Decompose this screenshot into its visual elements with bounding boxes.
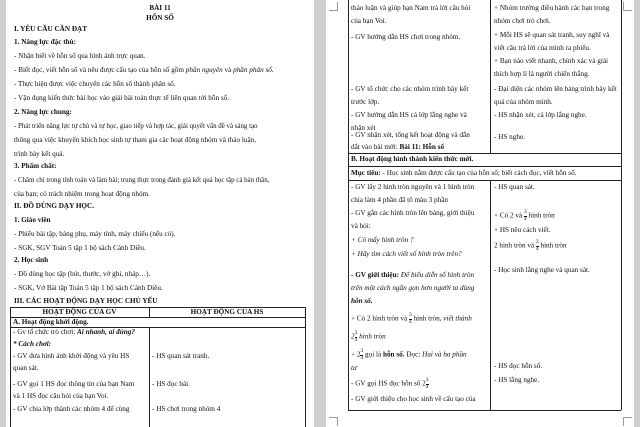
hs-text: - Học sinh lắng nghe và quan sát. [494,266,590,274]
subheading-2-2: 2. Học sinh [14,256,49,264]
left-page [6,0,314,427]
gv-text: tư [351,364,357,372]
hs-text: viết câu trả lời của mình ra phiếu. [494,44,591,52]
gv-text: - Gv tổ chức trò chơi: Ai nhanh, ai đúng? [13,328,135,336]
subheading-2-1: 1. Giáo viên [14,216,51,224]
hs-text: + Nhóm trưởng điều hành các bạn trong [494,4,610,12]
text-line: - Phiếu bài tập, bảng phụ, máy tính, máy chiếu (nếu có). [14,230,176,238]
crop-mark [623,417,632,426]
gv-text: - GV lấy 2 hình tròn nguyên và 1 hình tròn [351,183,475,191]
text-line: - Chăm chỉ trong tính toán và làm bài; trung thực trong đánh giá kết quả học tập cá bản thân, [14,177,270,184]
hs-text: - HS quan sát tranh. [152,352,210,360]
text-line: của bạn; có trách nhiệm trong hoạt động nhóm. [14,190,150,198]
table-border [490,180,491,410]
gv-question: + Hãy tìm cách viết số hình tròn trên? [351,250,462,258]
lesson-topic: HỖN SỐ [146,14,174,22]
gv-text: - GV gọi HS đọc hỗn số 2 $\frac{3}{4}$ [351,377,429,390]
gv-text: chia làm 4 phần đã tô màu 3 phần [351,196,449,204]
section-heading-3: III. CÁC HOẠT ĐỘNG DẠY HỌC CHỦ YẾU [14,297,158,305]
gv-text: - GV giới thiệu: Để biểu diễn số hình tròn [351,271,475,279]
crop-mark [623,2,632,11]
row-activity-b: B. Hoạt động hình thành kiến thức mới. [351,155,474,163]
text-line: - Thực hiện được việc chuyển các hỗn số thành phân số. [14,80,176,88]
objective: Mục tiêu: - Học sinh nắm được cấu tạo của hỗn số; biết cách đọc, viết hỗn số. [351,169,577,177]
table-border [348,166,621,167]
text-line: - Vận dụng kiến thức bài học vào giải bài toán thực tế liên quan tới hỗn số. [14,94,230,102]
hs-text: - HS chơi trong nhóm 4 [152,405,221,413]
table-border [348,410,621,411]
gv-text: - GV hướng dẫn HS cả lớp lắng nghe và [351,111,467,119]
gv-text: và hỏi: [351,222,371,230]
fraction: $\frac{3}{4}$ [524,209,527,222]
right-page [326,0,634,427]
hs-text: - HS lắng nghe. [494,376,540,384]
crop-mark [329,2,338,11]
table-border [348,153,621,154]
gv-text: - GV gọi 1 HS đọc thông tin của bạn Nam [13,380,135,388]
mixed-number-line: 2 $\frac{3}{4}$ hình tròn [351,330,386,343]
table-border [348,0,349,410]
text-line: - SGK, Vở Bài tập Toán 5 tập 1 bộ sách Cánh Diều. [14,284,163,292]
text-line: thông qua việc khuyến khích học sinh tự tham gia các hoạt động nhóm và thảo luận, [14,136,257,144]
hs-text: - HS nhận xét, cả lớp lắng nghe. [494,111,587,119]
text-line: - SGK, SGV Toán 5 tập 1 bộ sách Cánh Diều. [14,244,146,252]
hs-text: + Có 2 và $\frac{3}{4}$ hình tròn [494,209,555,222]
gv-text: + Có 2 hình tròn và $\frac{3}{4}$ hình tròn, viết thành [351,312,472,325]
crop-mark [329,417,338,426]
section-heading-1: I. YÊU CẦU CẦN ĐẠT [14,25,88,33]
fraction: $\frac{3}{4}$ [408,312,412,325]
fraction: $\frac{3}{4}$ [354,330,358,343]
row-activity-a: A. Hoạt động khởi động. [13,318,89,326]
fraction: $\frac{3}{4}$ [425,377,429,390]
gv-question: + Có mấy hình tròn ? [351,236,414,244]
gv-text: dắt vào bài mới: Bài 11: Hỗn số [351,143,445,151]
section-heading-2: II. ĐỒ DÙNG DẠY HỌC. [14,202,94,210]
gv-text: thảo luận và giúp bạn Nam trả lời câu hỏi [351,4,471,12]
gv-text: - GV đưa hình ảnh khởi động và yêu HS [13,352,130,360]
gv-text: trước lớp. [351,98,380,106]
table-header-hs: HOẠT ĐỘNG CỦA HS [190,308,264,316]
gv-text: của bạn Voi. [351,17,387,25]
hs-text: - HS đọc bài. [152,380,190,388]
hs-text: + Mỗi HS sẽ quan sát tranh, suy nghĩ và [494,31,610,39]
subheading-1-2: 2. Năng lực chung: [14,108,72,116]
table-border [621,0,622,410]
gv-text: quan sát. [13,364,39,372]
gv-text: * Cách chơi: [13,340,52,348]
hs-text: thích hợp lí là người chiến thắng. [494,70,590,78]
text-line: - Phát triển năng lực tự chủ và tự học, giao tiếp và hợp tác, giải quyết vấn đề và sáng tạo [14,123,258,130]
gv-text: + 2 $\frac{3}{4}$ gọi là hỗn số. Đọc: Hai và ba phần [351,348,467,361]
table-border [149,327,150,427]
table-header-gv: HOẠT ĐỘNG CỦA GV [42,308,117,316]
hs-text: - HS nghe. [494,133,525,141]
text-line: - Đồ dùng học tập (bút, thước, vở ghi, nháp…). [14,270,151,278]
lesson-number: BÀI 11 [149,4,171,12]
fraction: $\frac{3}{4}$ [535,239,539,252]
hs-text: - HS quan sát. [494,183,535,191]
gv-text: hỗn số. [351,297,373,305]
gv-text: nhận xét [351,124,376,132]
gv-text: và 1 HS đọc câu hỏi của bạn Voi. [13,392,109,400]
gv-text: - GV chia lớp thành các nhóm 4 để cùng [13,405,130,413]
hs-text: + HS nêu cách viết. [494,226,551,234]
text-line: trình bày kết quả. [14,150,65,158]
subheading-1-3: 3. Phẩm chất: [14,162,57,170]
hs-text: + Bạn nào viết nhanh, chính xác và giải [494,57,609,65]
gv-text: trên một cách ngắn gọn hơn người ta dùng [351,284,475,292]
hs-text: quả của nhóm mình. [494,98,553,106]
gv-text: - GV gắn các hình tròn lên bảng, giới thiệu [351,209,475,217]
hs-text: 2 hình tròn và $\frac{3}{4}$ hình tròn [494,239,567,252]
gv-text: - GV tổ chức cho các nhóm trình bày kết [351,85,469,93]
hs-text: nhóm chơi trò chơi. [494,17,551,25]
gv-text: - GV hướng dẫn HS chơi trong nhóm. [351,33,461,41]
gv-text: - GV giới thiệu cho học sinh về cấu tạo của [351,395,476,403]
text-line: - Nhận biết về hỗn số qua hình ảnh trực quan. [14,52,146,60]
table-border [490,0,491,153]
hs-text: - HS đọc hỗn số. [494,362,543,370]
table-border [305,307,306,427]
hs-text: - Đại diện các nhóm lên bảng trình bày kết [494,85,617,93]
text-line: - Biết đọc, viết hỗn số và nêu được cấu tạo của hỗn số gồm phần nguyên và phần phân số. [14,66,274,74]
fraction: $\frac{3}{4}$ [360,348,364,361]
gv-text: - GV nhận xét, tổng kết hoạt động và dẫn [351,131,470,139]
table-border [10,307,11,427]
table-border [348,180,621,181]
subheading-1-1: 1. Năng lực đặc thù: [14,38,77,46]
